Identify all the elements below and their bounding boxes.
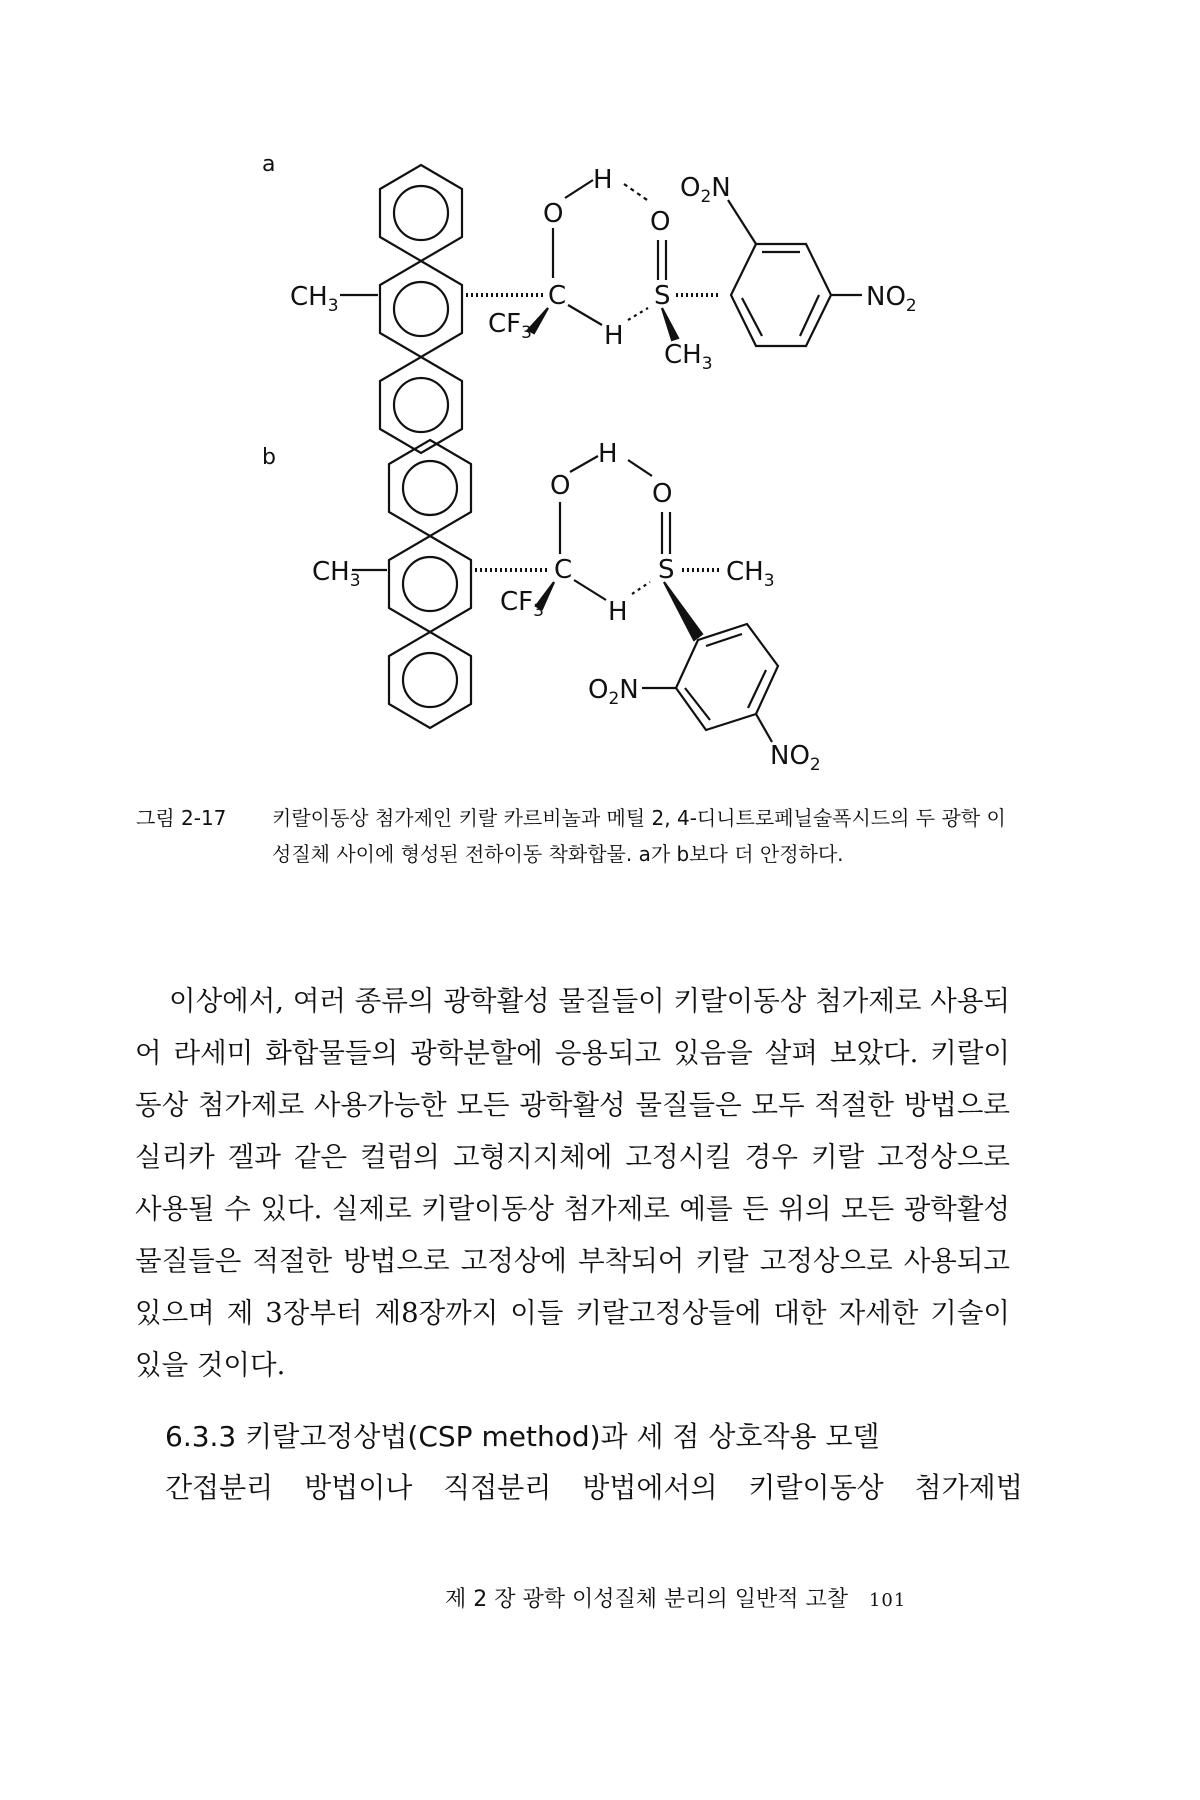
bonds-a (340, 180, 720, 340)
svg-text:S: S (658, 555, 675, 585)
figure-number: 그림 2-17 (136, 806, 227, 830)
structure-b (0, 430, 1200, 775)
svg-text:S: S (654, 281, 671, 311)
section-heading: 6.3.3 키랄고정상법(CSP method)과 세 점 상호작용 모델 (165, 1420, 880, 1453)
svg-text:O: O (650, 207, 671, 237)
svg-text:CH3: $CH_3$ (664, 340, 713, 374)
body-text (135, 975, 1010, 1391)
panel-label-a: a (262, 152, 276, 177)
svg-text:H: H (608, 597, 628, 627)
svg-text:H: H (593, 165, 613, 195)
page-number: 101 (868, 1590, 907, 1611)
dinitrophenyl-ring-a (728, 200, 862, 346)
svg-text:O2N: $O_2N$ (588, 675, 639, 709)
svg-text:C: C (548, 281, 567, 311)
svg-text:CH3: $CH_3$ (312, 557, 361, 591)
paragraph: 이상에서, 여러 종류의 광학활성 물질들이 키랄이동상 첨가제로 사용되어 라세미 화합물들의 광학분할에 응용되고 있음을 살펴 보았다. 키랄이동상 첨가제로 사용가능한 모든 광학활성 물질들은 모두 적절한 방법으로 실리카 겔과 같은 컬럼의 고형지지체에 고정시킬 경우 키랄 고정상으로 사용될 수 있다. 실제로 키랄이동상 첨가제로 예를 든 위의 모든 광학활성 물질들은 적절한 방법으로 고정상에 부착되어 키랄 고정상으로 사용되고 있으며 제 3장부터 제8장까지 이들 키랄고정상들에 대한 자세한 기술이 있을 것이다. (135, 985, 1010, 1381)
svg-text:NO2: $NO_2$ (866, 282, 917, 316)
svg-text:CF3: $CF_3$ (500, 587, 544, 621)
svg-text:NO2: $NO_2$ (770, 741, 821, 775)
anthracene-rings-b (389, 440, 471, 728)
atom-labels-a (290, 165, 917, 374)
svg-text:O2N: $O_2N$ (680, 173, 731, 207)
svg-text:CH3: $CH_3$ (726, 557, 775, 591)
svg-text:O: O (550, 471, 571, 501)
figure-caption (136, 800, 1016, 872)
caption-text: 키랄이동상 첨가제인 키랄 카르비놀과 메틸 2, 4-디니트로페닐술폭시드의 두 광학 이성질체 사이에 형성된 전하이동 착화합물. a가 b보다 더 안정하다. (272, 806, 1006, 866)
svg-text:CF3: $CF_3$ (488, 309, 532, 343)
svg-text:C: C (554, 555, 573, 585)
svg-text:CH3: $CH_3$ (290, 282, 339, 316)
dinitrophenyl-ring-b (642, 624, 778, 742)
section-first-line: 간접분리 방법이나 직접분리 방법에서의 키랄이동상 첨가제법 (165, 1471, 1023, 1504)
svg-text:H: H (598, 439, 618, 469)
svg-text:O: O (652, 479, 673, 509)
panel-label-b: b (262, 445, 276, 470)
svg-text:H: H (604, 321, 624, 351)
running-footer-chapter: 제 2 장 광학 이성질체 분리의 일반적 고찰 (445, 1587, 848, 1612)
anthracene-rings-a (380, 165, 462, 453)
page-footer (445, 1582, 906, 1613)
svg-text:O: O (543, 199, 564, 229)
